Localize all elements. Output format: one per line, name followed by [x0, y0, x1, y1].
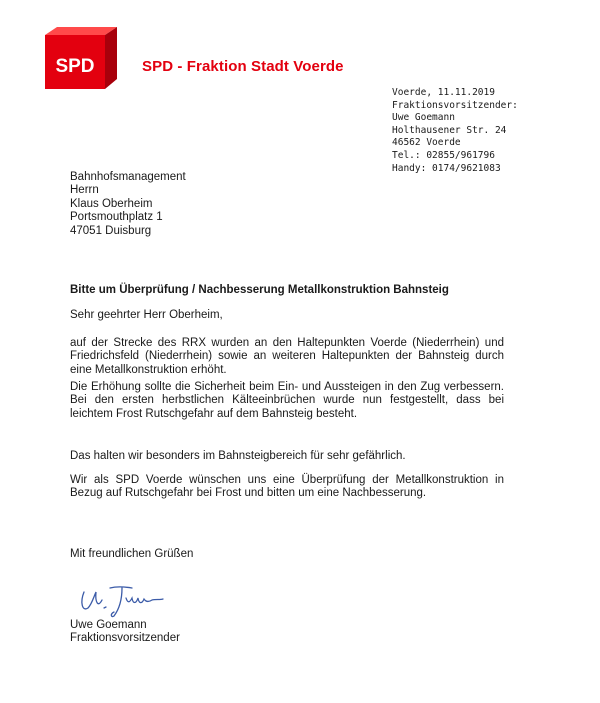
- sender-street: Holthausener Str. 24: [392, 124, 507, 136]
- sender-name: Uwe Goemann: [392, 112, 455, 124]
- body-paragraph: auf der Strecke des RRX wurden an den Haltepunkten Voerde (Niederrhein) und Friedrichsfeld (Niederrhein) sowie an weiteren Haltepunkten der Bahnsteig durch eine Metallkonstruktion erhöht.: [70, 337, 504, 376]
- handwritten-signature: [76, 578, 166, 618]
- sender-city: 46562 Voerde: [392, 137, 461, 149]
- logo-text: SPD: [55, 56, 95, 77]
- signer-role: Fraktionsvorsitzender: [70, 632, 180, 645]
- sender-block: [392, 87, 518, 175]
- party-title: SPD - Fraktion Stadt Voerde: [142, 58, 344, 75]
- recipient-line: Herrn: [70, 184, 99, 197]
- recipient-line: Portsmouthplatz 1: [70, 211, 163, 224]
- recipient-address: [70, 171, 186, 238]
- logo-top-face: [45, 27, 117, 35]
- sender-phone: Tel.: 02855/961796: [392, 149, 495, 161]
- recipient-line: Bahnhofsmanagement: [70, 171, 186, 183]
- sender-date: Voerde, 11.11.2019: [392, 87, 495, 98]
- sender-mobile: Handy: 0174/9621083: [392, 162, 501, 174]
- letter-subject: Bitte um Überprüfung / Nachbesserung Metallkonstruktion Bahnsteig: [70, 284, 449, 296]
- spd-logo: [45, 27, 117, 89]
- body-paragraph: Das halten wir besonders im Bahnsteigbereich für sehr gefährlich.: [70, 450, 406, 462]
- recipient-line: 47051 Duisburg: [70, 224, 152, 237]
- signer-name: Uwe Goemann: [70, 619, 147, 631]
- body-paragraph: Die Erhöhung sollte die Sicherheit beim Ein- und Aussteigen in den Zug verbessern. Bei den ersten herbstlichen Kälteeinbrüchen wurde nun festgestellt, dass bei leichtem Frost Rutschgefahr auf dem Bahnsteig besteht.: [70, 381, 504, 420]
- body-paragraph: Wir als SPD Voerde wünschen uns eine Überprüfung der Metallkonstruktion in Bezug auf Rutschgefahr bei Frost und bitten um eine Nachbesserung.: [70, 474, 504, 500]
- salutation: Sehr geehrter Herr Oberheim,: [70, 309, 223, 321]
- logo-side-face: [105, 27, 117, 89]
- signer-block: [70, 619, 180, 646]
- recipient-line: Klaus Oberheim: [70, 197, 153, 210]
- closing: Mit freundlichen Grüßen: [70, 548, 194, 560]
- sender-role: Fraktionsvorsitzender:: [392, 99, 518, 111]
